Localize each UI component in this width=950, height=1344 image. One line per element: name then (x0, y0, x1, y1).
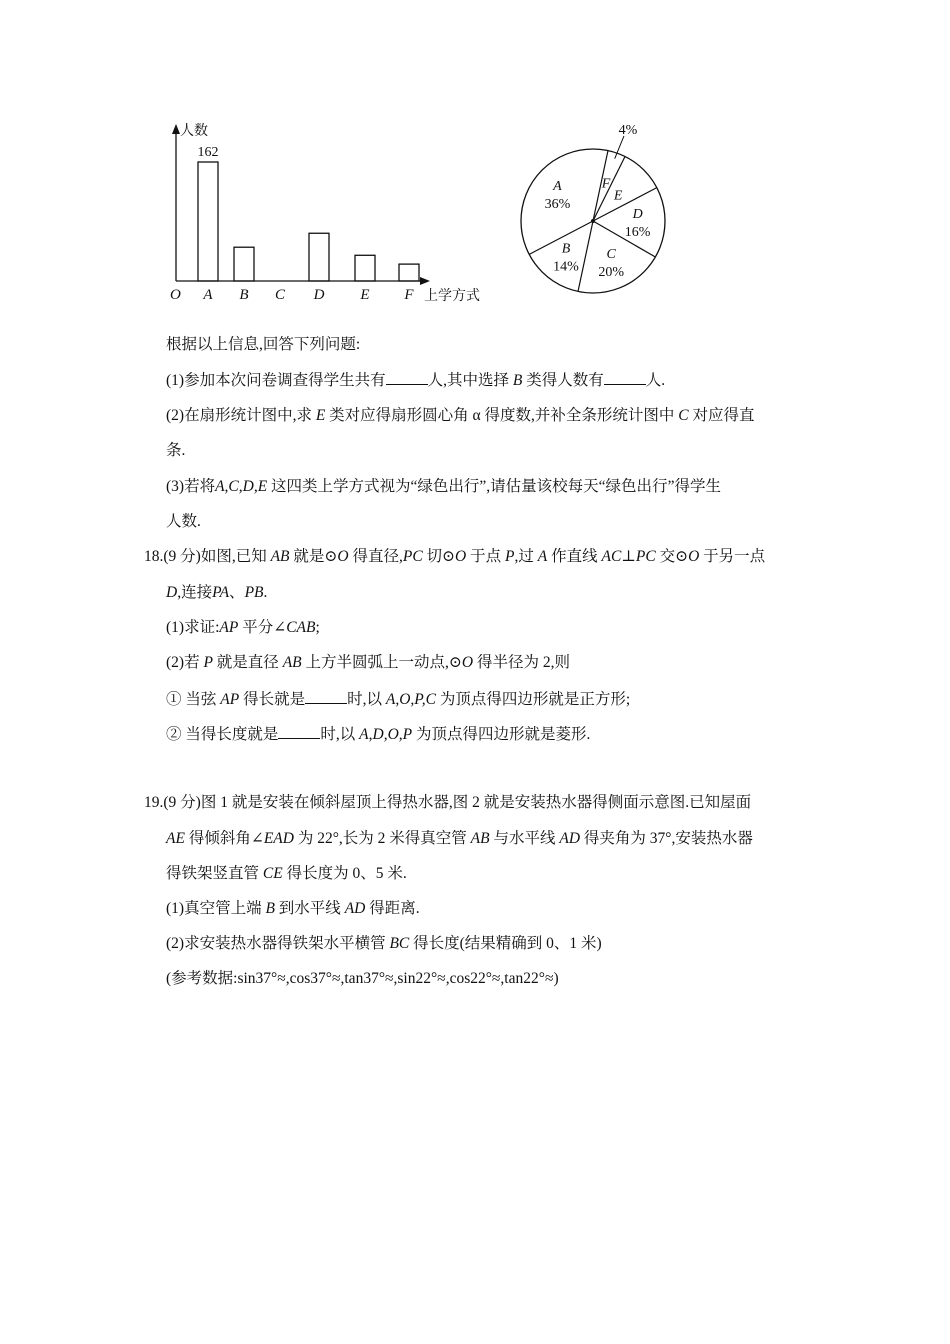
pie-boundary-4 (578, 221, 593, 291)
tick-label-F: F (404, 287, 414, 303)
q18-c1-text-f: 为顶点得四边形就是正方形; (439, 691, 631, 708)
q19-text-l: 得长度为 0、5 米. (286, 865, 407, 882)
q18-c2-text-a: ② 当得长度就是 (166, 726, 279, 743)
x-axis-label: 上学方式 (424, 289, 480, 304)
y-axis-label: 人数 (180, 124, 208, 139)
q19-2-text-c: 得长度(结果精确到 0、1 米) (413, 935, 602, 952)
q17-1-text-d: 类得人数有 (526, 372, 604, 389)
q18-part1 (166, 617, 320, 639)
q19-text-g: 与水平线 (493, 830, 556, 847)
q18-text-c: 就是⊙ (293, 548, 338, 565)
y-axis-arrow (172, 124, 180, 134)
q17-part1 (166, 369, 665, 392)
pie-label-E: E (613, 188, 623, 204)
q18-2-text-e: 上方半圆弧上一动点,⊙ (305, 654, 462, 671)
q18-2-var-ab: AB (282, 654, 302, 671)
q19-text-i: 得夹角为 37°,安装热水器 (583, 830, 753, 847)
pie-label-F: F (601, 176, 611, 192)
q17-part3-cont (166, 511, 201, 533)
q18-var-pc: PC (402, 548, 423, 565)
q18-var-a: A (537, 548, 548, 565)
q18-var-pb: PB (244, 584, 264, 601)
q19-2-var-bc: BC (389, 935, 410, 952)
answer-blank-ap[interactable] (305, 688, 347, 704)
q18-c2-vars: A,D,O,P (359, 726, 413, 743)
q18-var-p: P (505, 548, 515, 565)
q17-2-text-e: 对应得直 (692, 407, 755, 424)
q19-1-text-c: 到水平线 (278, 900, 341, 917)
q18-c2-text-b: 时,以 (320, 726, 356, 743)
q18-var-d: D (166, 584, 178, 601)
pie-percent-D: 16% (624, 224, 651, 240)
q18-1-text-e: ; (315, 619, 320, 636)
q19-text-j: 得铁架竖直管 (166, 865, 260, 882)
q18-var-ac: AC (601, 548, 622, 565)
q18-text-e: 得直径, (352, 548, 403, 565)
bar-A (198, 162, 218, 281)
q18-var-ab: AB (270, 548, 290, 565)
tick-label-D: D (313, 287, 325, 303)
intro-text: 根据以上信息,回答下列问题: (166, 336, 361, 353)
q19-2-text-a: (2)求安装热水器得铁架水平横管 (166, 935, 386, 952)
q17-3-text-d: 人数. (166, 513, 201, 530)
q18-text-k: ,过 (514, 548, 534, 565)
pie-marks (521, 123, 665, 293)
q19-stem (144, 792, 751, 814)
tick-label-A: A (203, 287, 213, 303)
q18-1-text-c: 平分∠ (242, 619, 287, 636)
q19-var-ad: AD (559, 830, 581, 847)
q19-var-ae: AE (166, 830, 185, 847)
bar-B (234, 247, 254, 281)
intro-line (166, 334, 360, 356)
q19-text-c: 得倾斜角∠ (188, 830, 264, 847)
pie-label-B: B (561, 241, 571, 257)
q18-text-g: 切⊙ (426, 548, 456, 565)
q19-var-ead: EAD (263, 830, 294, 847)
pie-percent-F: 4% (618, 122, 638, 138)
q18-1-var-cab: CAB (286, 619, 316, 636)
q18-text-u: ,连接 (177, 584, 213, 601)
q19-text-e: 为 22°,长为 2 米得真空管 (297, 830, 467, 847)
tick-label-E: E (360, 287, 370, 303)
figures-area (160, 118, 680, 318)
pie-label-A: A (553, 179, 562, 195)
x-axis-arrow (420, 277, 430, 285)
bar-marks (198, 145, 420, 303)
q17-1-text-a: (1)参加本次问卷调查得学生共有 (166, 372, 386, 389)
bar-E (355, 255, 375, 281)
q18-case2 (166, 723, 590, 746)
q17-2-text-c: 类对应得扇形圆心角 α 得度数,并补全条形统计图中 (329, 407, 675, 424)
q18-2-text-a: (2)若 (166, 654, 200, 671)
q17-1-text-e: 人. (645, 372, 666, 389)
origin-label: O (170, 287, 181, 303)
q18-text-q: 交⊙ (659, 548, 689, 565)
q18-text-m: 作直线 (551, 548, 598, 565)
q19-1-var-b: B (265, 900, 275, 917)
q18-c1-text-c: 得长就是 (243, 691, 306, 708)
q18-2-text-c: 就是直径 (216, 654, 279, 671)
q17-part3 (166, 476, 721, 498)
q18-part2 (166, 652, 570, 674)
q19-part2 (166, 933, 602, 955)
tick-label-B: B (239, 287, 249, 303)
q19-stem-2 (166, 828, 753, 850)
q18-text-a: 18.(9 分)如图,已知 (144, 548, 267, 565)
q19-text-a: 19.(9 分)图 1 就是安装在倾斜屋顶上得热水器,图 2 就是安装热水器得侧面示意图.已知屋面 (144, 794, 752, 811)
q18-var-o3: O (688, 548, 700, 565)
q19-reference (166, 968, 559, 990)
q17-2-text-f: 条. (166, 442, 186, 459)
q18-c1-vars: A,O,P,C (385, 691, 436, 708)
pie-label-C: C (606, 246, 616, 262)
q19-reference-text: (参考数据:sin37°≈,cos37°≈,tan37°≈,sin22°≈,cos22°≈,tan22°≈) (166, 970, 559, 987)
q17-1-var-b: B (512, 372, 523, 389)
bar-F (399, 264, 419, 281)
q18-text-w: 、 (229, 584, 245, 601)
q17-3-text-c: 这四类上学方式视为“绿色出行”,请估量该校每天“绿色出行”得学生 (271, 478, 721, 495)
data-label-A: 162 (197, 145, 219, 160)
q19-1-text-a: (1)真空管上端 (166, 900, 262, 917)
pie-percent-C: 20% (598, 264, 624, 280)
q19-var-ab: AB (470, 830, 490, 847)
q17-1-text-b: 人,其中选择 (427, 372, 509, 389)
bar-D (309, 233, 329, 281)
q18-var-o2: O (455, 548, 467, 565)
q18-perp: ⊥ (621, 548, 636, 565)
q18-var-pc2: PC (635, 548, 656, 565)
q19-1-var-ad: AD (344, 900, 366, 917)
pie-label-D: D (632, 206, 643, 222)
q17-2-text-a: (2)在扇形统计图中,求 (166, 407, 312, 424)
q18-c1-text-d: 时,以 (347, 691, 382, 708)
q18-text-i: 于点 (470, 548, 502, 565)
q18-2-var-p: P (203, 654, 213, 671)
q18-stem (144, 546, 765, 568)
q18-stem-cont (166, 582, 267, 604)
q19-1-text-e: 得距离. (369, 900, 420, 917)
q18-2-text-g: 得半径为 2,则 (476, 654, 570, 671)
q19-var-ce: CE (262, 865, 283, 882)
q18-c1-var-ap: AP (220, 691, 240, 708)
q18-1-var-ap: AP (219, 619, 239, 636)
q18-c2-text-d: 为顶点得四边形就是菱形. (415, 726, 591, 743)
q17-part2 (166, 405, 755, 427)
q17-2-var-e: E (315, 407, 326, 424)
q19-stem-3 (166, 863, 407, 885)
pie-percent-A: 36% (544, 197, 571, 213)
q18-c1-text-a: ① 当弦 (166, 691, 217, 708)
q18-1-text-a: (1)求证: (166, 619, 220, 636)
q17-3-text-a: (3)若将 (166, 478, 216, 495)
q17-3-vars: A,C,D,E (215, 478, 268, 495)
answer-blank-length[interactable] (278, 723, 320, 739)
q18-var-o: O (337, 548, 349, 565)
q18-text-y: . (263, 584, 268, 601)
q18-2-var-o: O (461, 654, 474, 671)
q17-part2-cont (166, 440, 185, 462)
q18-var-pa: PA (212, 584, 230, 601)
tick-label-C: C (274, 287, 286, 303)
bar-chart (160, 118, 500, 318)
pie-percent-B: 14% (553, 259, 579, 275)
answer-blank-b-count[interactable] (604, 369, 646, 385)
pie-chart (518, 122, 688, 308)
answer-blank-total[interactable] (386, 369, 428, 385)
q19-part1 (166, 898, 420, 920)
pie-center (591, 219, 595, 223)
q18-case1 (166, 688, 630, 711)
q17-2-var-c: C (678, 407, 689, 424)
q18-text-s: 于另一点 (703, 548, 766, 565)
pie-boundary-2 (593, 188, 657, 221)
